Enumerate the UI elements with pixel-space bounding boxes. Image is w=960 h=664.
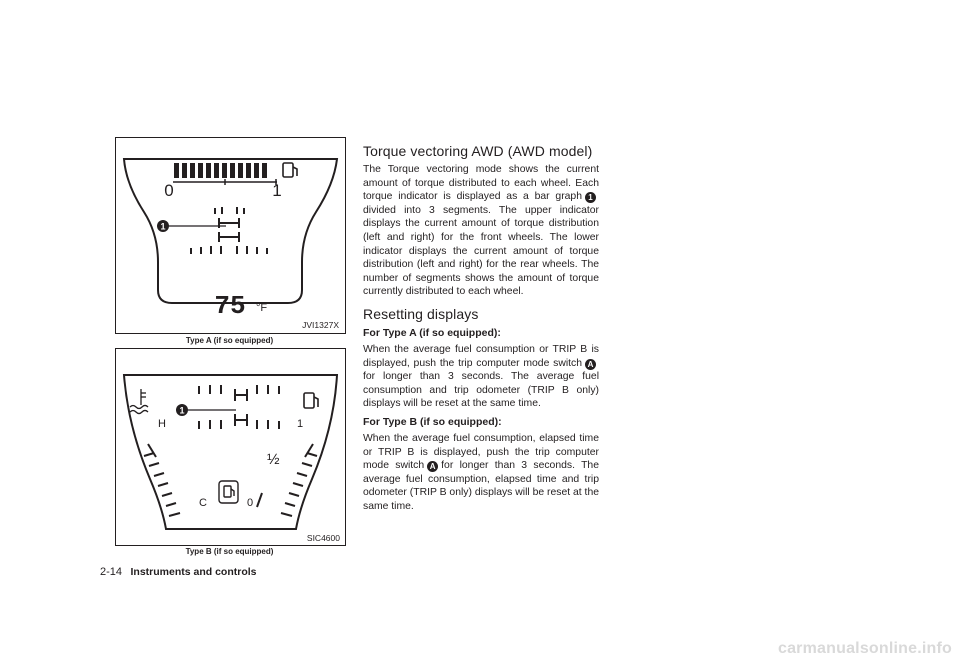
coolant-temp-icon [130,389,148,414]
fuel-half-label: ½ [267,451,280,468]
temp-hot-label: H [158,418,166,430]
scale-right-label: 1 [272,181,282,200]
reset-type-a-paragraph: When the average fuel consumption or TRIP B is displayed, push the trip computer mode switch Afor longer than 3 seconds. The average fuel consumption and trip odometer (TRIP B only) displays will be reset at the same time. [363,343,599,410]
figure-type-a [115,137,346,334]
torque-indicator-rear [190,232,268,254]
page-footer [100,562,257,580]
fuel-full-label: 1 [297,418,304,430]
fuel-pump-icon [304,393,318,408]
figure-type-b [115,348,346,546]
torque-vectoring-paragraph: The Torque vectoring mode shows the current amount of torque distributed to each wheel. Each torque indicator is displayed as a bar graph 1divided into 3 segments. The upper indicator displays the current amount of torque distribution (left and right) for the front wheels. The lower indicator displays the current amount of torque distribution (left and right) for the rear wheels. The number of segments shows the amount of torque currently distributed to each wheel. [363,164,599,298]
section-heading-torque-vectoring: Torque vectoring AWD (AWD model) [363,143,593,159]
torque-indicator-front [198,385,280,401]
reset-type-b-paragraph: When the average fuel consumption, elapsed time or TRIP B is displayed, push the trip computer mode switch A for longer than 3 seconds. The average fuel consumption, elapsed time and trip odometer (TRIP B only) displays will be reset at the same time. [363,432,600,512]
section-heading-resetting-displays: Resetting displays [363,305,479,322]
display-a-outline [124,159,337,303]
torque-indicator-front [214,207,245,228]
watermark-text: carmanualsonline.info [777,640,952,657]
subheading-type-b: For Type B (if so equipped): [363,415,502,428]
fuel-empty-label: 0 [247,497,254,509]
subheading-type-a: For Type A (if so equipped): [363,326,501,339]
fuel-pump-icon [283,163,297,177]
footer-section-title: Instruments and controls [130,566,257,578]
callout-a-badge: A [585,359,596,370]
text-column [363,143,599,513]
temperature-unit: °F [256,302,268,314]
figure-b-code: SIC4600 [306,533,340,543]
scale-left-label: 0 [164,181,174,200]
low-fuel-warning-icon [219,481,238,503]
callout-a-badge: A [427,461,438,472]
temperature-readout: 75 [214,291,246,321]
temp-cold-label: C [199,497,207,509]
figure-b-caption: Type B (if so equipped) [185,547,274,556]
fuel-bar-graph [174,163,267,178]
svg-text:1: 1 [179,405,185,416]
figure-a-code: JVI1327X [302,320,339,330]
torque-indicator-rear [198,414,280,429]
figure-a-caption: Type A (if so equipped) [185,336,274,345]
svg-text:1: 1 [160,221,166,232]
callout-1-badge: 1 [585,192,596,203]
page-number: 2-14 [100,566,123,578]
display-b-outline [124,375,337,529]
